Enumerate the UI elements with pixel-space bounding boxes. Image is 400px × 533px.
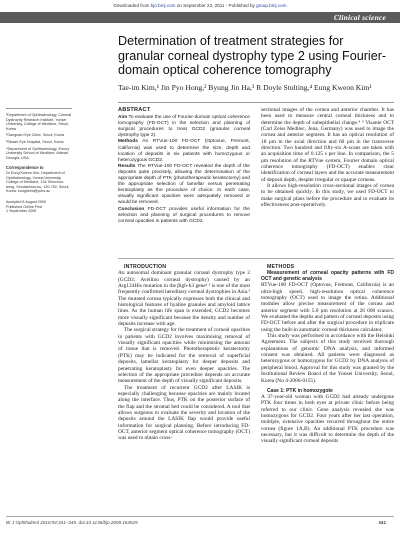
download-banner (0, 3, 400, 8)
affiliation: ²Gangnam Eye Clinic, Seoul, Korea (6, 133, 65, 138)
introduction-column (118, 264, 250, 442)
body-paragraph: An autosomal dominant granular corneal dystrophy type 2 (GCD2; Avellino corneal dystrophy) caused by an Arg124His mutation in the βigh-h3 gene¹ ² is one of the most frequently confirmed hereditary corneal dystrophies in Asia.³ The mutated cornea typically expresses both the clinical and histological features of hyaline granules and amyloid lattice lines. As the human life span is extended, GCD2 becomes more visually significant because the density and number of deposits increase with age. (118, 270, 250, 328)
introduction-heading: INTRODUCTION (124, 264, 167, 270)
affiliation: ⁴Department of Ophthalmology, Emory University School of Medicine, Atlanta, Georgia, USA (6, 146, 70, 160)
case-heading: Case 1: PTK in homozygote (267, 387, 333, 394)
methods-subheading: Measurement of corneal opacity patterns with FD OCT and genetic analysis (261, 270, 394, 283)
affiliation: ³Siloam Eye Hospital, Seoul, Korea (6, 139, 64, 144)
journal-site-link[interactable]: bjo.bmj.com (150, 3, 176, 8)
conclusion-label: Conclusion (118, 206, 145, 212)
body-paragraph: It allows high-resolution cross-sectional images of cornea to be obtained quickly. In this study, we used FD-OCT to make surgical plans before the procedure and to evaluate its effectiveness post-operatively. (261, 183, 394, 209)
citation-line: Br J Ophthalmol 2010;94:341–345. doi:10.1136/bjo.2009.164525 (6, 520, 138, 525)
body-paragraph: The treatment of recurrent GCD2 after LASIK is especially challenging because opacities are mainly located along the interface. Thus, PTK on the posterior surface of the flap and the stromal bed could be considered. A tool that allows surgeons to evaluate the severity and location of the deposits around the LASIK flap would provide useful information for surgical planning. Before introducing FD-OCT, anterior segment optical coherence tomography (OCT) was used to obtain cross- (118, 384, 250, 442)
affiliations-sidebar (6, 113, 72, 214)
left-column-rule (6, 108, 72, 109)
body-paragraph: sectional images of the cornea and anterior chamber. It has been used to measure central corneal thickness and to determine the depth of subepithelial change.⁴ ⁵ Visante OCT (Carl Zeiss Meditec, Jena, Germany) was used to image the cornea and anterior segment. It has an optical resolution of 18 μm in the axial direction and 60 μm in the transverse direction. Two hundred and fifty-six A-scans are taken with an acquisition time of 0.125 s per line. In comparison, the 5 μm resolution of the RTVue system, Fourier domain optical coherence tomography (FD-OCT) enables clear identification of corneal layers and the accurate measurement of deposit depth, despite irregular or opaque corneas. (261, 107, 394, 183)
page-footer (0, 518, 400, 528)
abstract-block (118, 107, 250, 225)
publication-dates: Accepted 8 August 2009 Published Online First 1 September 2009 (6, 199, 46, 214)
aim-label: Aim (118, 115, 128, 121)
results-text: The RTVue-100 FD-OCT revealed the depth of the deposits quite precisely, allowing the determination of the appropriate depth of PTK (phototherapeutic keratectomy) and the appropriate selection of lamellar versus penetrating keratoplasty as the procedure of choice. In each case, visually significant opacities were adequately removed or would be removed. (118, 163, 250, 206)
article-title: Determination of treatment strategies for granular corneal dystrophy type 2 using Fourier-domain optical coherence tomography (118, 34, 387, 78)
abstract-heading: ABSTRACT (118, 107, 151, 113)
methods-label: Methods (118, 139, 138, 145)
conclusion-text: FD-OCT provides useful information for the selection and planning of surgical procedures to remove corneal opacities in patients with GCD2. (118, 206, 250, 224)
section-header-bar (0, 12, 400, 23)
methods-heading: METHODS (267, 264, 295, 270)
body-paragraph: This study was performed in accordance with the Helsinki Agreement. The subjects of this study received thorough explanations of genomic DNA analysis, and informed consent was obtained. All patients were diagnosed as heterozygous or homozygous for GCD2 by DNA analysis of peripheral blood. Approval for this study was granted by the Institutional Review Board of the Yonsei University, Seoul, Korea (No 4-2006-0155). (261, 333, 394, 384)
abstract-aim (118, 115, 250, 139)
affiliation: ¹Department of Ophthalmology, Corneal Dystrophy Research Institute, Yonsei University, College of Medicine, Seoul, Korea (6, 113, 72, 131)
abstract-results (118, 164, 250, 207)
body-paragraph: A 37-year-old woman with GCD2 had already undergone PTK four times in both eyes at private clinic before being referred to our clinic. Gene analysis revealed she was homozygous for GCD2. Four years after her last operation, multiple, extensive opacities recurred throughout the entire cornea (figure 1A,B). An additional PTK procedure was necessary, but it was difficult to determine the depth of the visually significant corneal deposits (261, 393, 394, 445)
methods-text: An RTVue-100 FD-OCT (Optovue, Fremont, California) was used to determine the size, depth and location of deposits in six patients with homozygous or heterozygous GCD2. (118, 139, 250, 163)
body-paragraph: RTVue-100 FD-OCT (Optovue, Fremont, California) is an ultra-high speed, high-resolution optical coherence tomography (OCT) used to image the retina. Additional modules allow precise measurement of the cornea and anterior segment with 5.0 μm resolution at 26 000 scans/s. We evaluated the depths and pattern of corneal deposits using FD-OCT before and after the surgical procedure in triplicate using the built-in automatic corneal thickness calculator. (261, 282, 394, 333)
author-list: Tae-im Kim,¹ Jin Pyo Hong,² Byung Jin Ha,³ R Doyle Stulting,⁴ Eung Kweon Kim¹ (118, 83, 372, 92)
header-rule (118, 102, 394, 103)
page-number: 341 (378, 520, 386, 525)
correspondence-text: Dr Eung Kweon Kim, Department of Ophthalmology, Yonsei University, College of Medicine, 134 Shinchon-dong, Seodaemun-ku, 120-752, Seoul, Korea; eungkkim@yuhs.ac (6, 170, 70, 194)
results-label: Results (118, 163, 136, 169)
footer-rule (6, 516, 394, 517)
section-divider (118, 258, 394, 259)
publisher-link[interactable]: group.bmj.com (256, 3, 287, 8)
aim-text: To evaluate the use of Fourier-domain optical coherence tomography (FD-OCT) in the selection and planning of surgical procedures to treat GCD2 (granular corneal dystrophy type 2). (118, 115, 250, 139)
methods-column (261, 264, 394, 445)
right-column-top (261, 107, 394, 209)
body-paragraph: The surgical strategy for the treatment of corneal opacities in patients with GCD2 involves maximising removal of visually significant opacities while minimising the amount of tissue that is removed. Phototherapeutic keratectomy (PTK) may be indicated for the removal of superficial deposits, lamellar keratoplasty for deeper deposits and penetrating keratoplasty for even deeper opacities. The selection of the appropriate procedure depends on accurate measurement of the depth of visually significant deposits. (118, 327, 250, 385)
download-prefix: Downloaded from (113, 3, 150, 8)
abstract-methods (118, 139, 250, 163)
section-label: Clinical science (333, 13, 386, 22)
download-middle: on September 23, 2011 - Published by (176, 3, 255, 8)
correspondence-heading: Correspondence to (6, 165, 44, 171)
abstract-conclusion (118, 207, 250, 225)
